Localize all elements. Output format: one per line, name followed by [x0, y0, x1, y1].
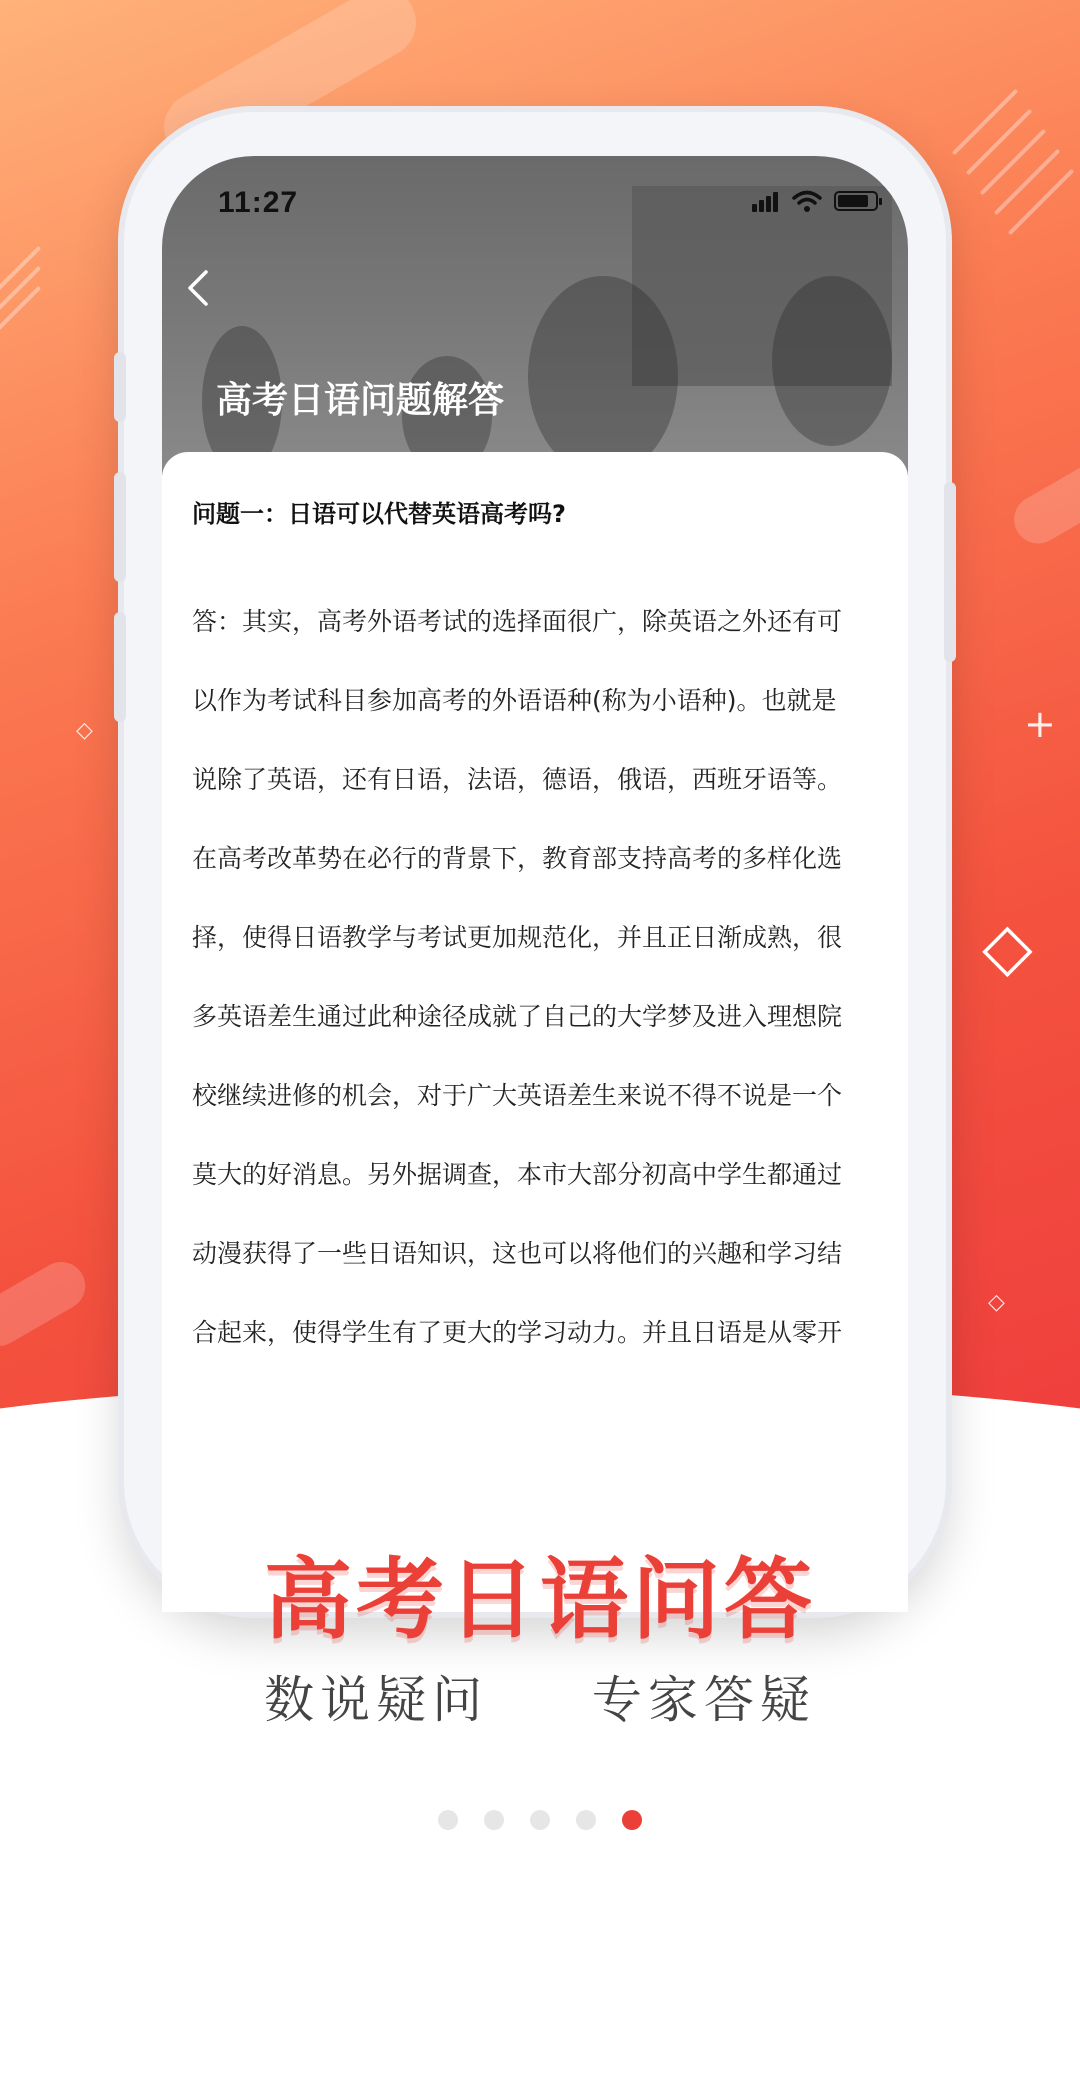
diamond-icon: ◇	[76, 718, 93, 743]
status-time: 11:27	[218, 186, 299, 219]
page-dot[interactable]	[530, 1810, 550, 1830]
decor-pill-right	[1005, 456, 1080, 553]
header-banner	[162, 156, 908, 476]
page-dot[interactable]	[438, 1810, 458, 1830]
page-dot-active[interactable]	[622, 1810, 642, 1830]
answer-line: 择，使得日语教学与考试更加规范化，并且正日渐成熟，很	[192, 923, 843, 952]
diamond-icon: ◇	[982, 908, 1033, 985]
decor-pill-left	[0, 1253, 94, 1355]
back-button[interactable]	[180, 268, 220, 308]
signal-icon	[752, 190, 780, 212]
diamond-icon: ◇	[988, 1290, 1005, 1315]
answer-line: 莫大的好消息。另外据调查，本市大部分初高中学生都通过	[192, 1160, 843, 1189]
pagination-dots	[0, 1810, 1080, 1830]
answer-line: 多英语差生通过此种途径成就了自己的大学梦及进入理想院	[192, 1002, 843, 1031]
page-title: 高考日语问题解答	[216, 380, 505, 421]
promo-title: 高考日语问答	[263, 1548, 816, 1651]
answer-line: 合起来，使得学生有了更大的学习动力。并且日语是从零开	[192, 1318, 843, 1347]
answer-line: 在高考改革势在必行的背景下，教育部支持高考的多样化选	[192, 844, 843, 873]
answer-line: 说除了英语，还有日语，法语，德语，俄语，西班牙语等。	[192, 765, 843, 794]
answer-line: 校继续进修的机会，对于广大英语差生来说不得不说是一个	[192, 1081, 843, 1110]
page-dot[interactable]	[484, 1810, 504, 1830]
answer-text	[192, 582, 878, 1372]
plus-icon: +	[1024, 702, 1056, 746]
battery-icon	[834, 191, 878, 211]
question-title: 问题一：日语可以代替英语高考吗?	[192, 500, 566, 528]
page-dot[interactable]	[576, 1810, 596, 1830]
content-card	[162, 452, 908, 1612]
wifi-icon	[792, 190, 822, 212]
answer-line: 以作为考试科目参加高考的外语语种(称为小语种)。也就是	[192, 686, 837, 715]
phone-screen	[162, 156, 908, 1612]
phone-mockup	[124, 112, 946, 1612]
answer-line: 动漫获得了一些日语知识，这也可以将他们的兴趣和学习结	[192, 1239, 843, 1268]
status-icons	[752, 190, 878, 212]
chevron-left-icon	[180, 268, 220, 308]
promo-subtitle: 数说疑问 专家答疑	[264, 1671, 816, 1729]
answer-line: 答：其实，高考外语考试的选择面很广，除英语之外还有可	[192, 607, 843, 636]
